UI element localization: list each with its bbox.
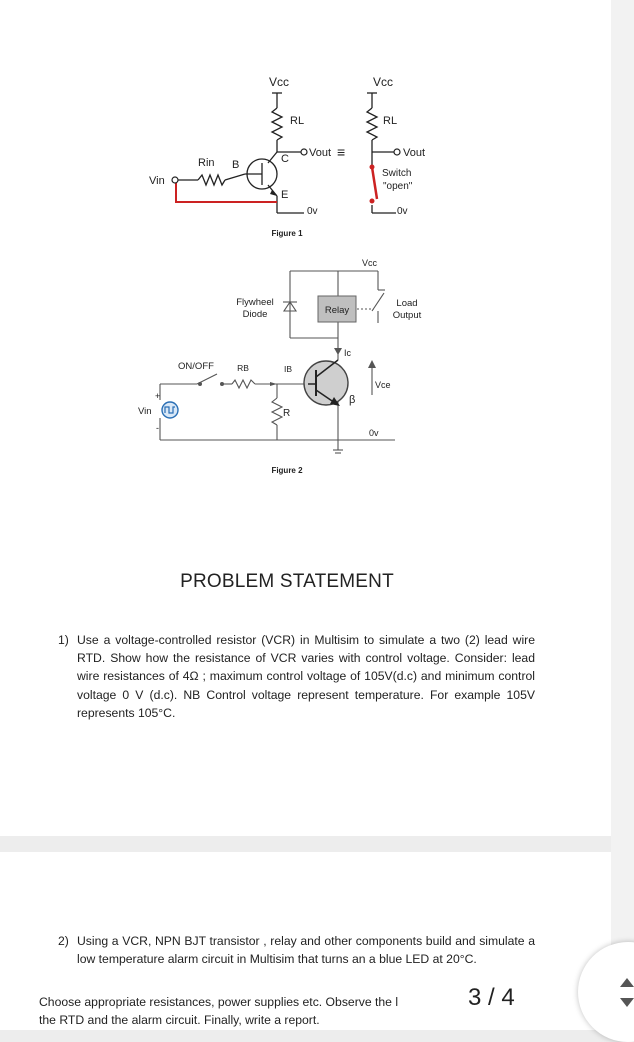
figure-1-caption: Figure 1 — [271, 229, 303, 238]
viewer-margin — [611, 0, 634, 1030]
fig2-minus: - — [156, 423, 159, 433]
fig2-load-line1: Load — [396, 298, 418, 309]
fig2-flywheel-line2: Diode — [242, 309, 268, 320]
problem-item-1 — [58, 631, 535, 722]
fig1-vout-right: Vout — [403, 147, 426, 159]
fig2-r: R — [283, 408, 291, 419]
problem-3-line-2: the RTD and the alarm circuit. Finally, write a report. — [39, 1013, 320, 1028]
fig2-rb: RB — [237, 363, 249, 373]
arrow-up-icon[interactable] — [620, 978, 634, 987]
fig2-beta: β — [349, 394, 356, 406]
fig2-relay: Relay — [324, 305, 350, 316]
fig1-b-label: B — [232, 159, 240, 171]
problem-3-line-1: Choose appropriate resistances, power supplies etc. Observe the l — [39, 995, 399, 1009]
fig1-switch-line2: "open" — [383, 181, 413, 192]
problem-1-number: 1) — [58, 633, 69, 647]
fig1-vin: Vin — [149, 175, 165, 187]
fig1-ov-right: 0v — [397, 206, 408, 217]
problem-2-text: Using a VCR, NPN BJT transistor , relay and other components build and simulate a low temperature alarm circuit in Multisim that turns an a blue LED at 20°C. — [77, 934, 535, 967]
problem-1-text: Use a voltage-controlled resistor (VCR) in Multisim to simulate a two (2) lead wire RTD. Show how the resistance of VCR varies with control voltage. Consider: lead wire resistances of 4Ω ; maximum control voltage of 105V(d.c) and minimum control voltage 0 V (d.c). NB Control voltage represent temperature. For example 105V represents 105°C. — [77, 633, 535, 720]
fig2-plus: + — [155, 391, 161, 401]
figure-2-circuit — [130, 252, 440, 480]
fig2-ov: 0v — [369, 428, 379, 438]
fig1-rl-right: RL — [383, 115, 398, 127]
problem-statement-heading: PROBLEM STATEMENT — [180, 571, 394, 592]
fig1-switch-line1: Switch — [382, 168, 412, 179]
fig1-vcc-right: Vcc — [372, 75, 394, 89]
problem-item-3 — [39, 993, 453, 1029]
fig1-ov-left: 0v — [307, 206, 318, 217]
fig1-vcc-left: Vcc — [268, 75, 290, 89]
fig2-ib: IB — [283, 364, 293, 374]
figure-1-circuit — [140, 70, 440, 245]
fig1-equiv: ≡ — [337, 144, 346, 160]
fig1-c-label: C — [281, 153, 289, 165]
fig1-rin: Rin — [198, 157, 215, 169]
problem-2-number: 2) — [58, 934, 69, 948]
fig2-vcc: Vcc — [362, 258, 378, 268]
fig2-onoff: ON/OFF — [178, 361, 214, 372]
fig2-vce: Vce — [375, 380, 391, 390]
figure-2-caption: Figure 2 — [271, 466, 303, 475]
fig2-load-line2: Output — [392, 310, 422, 321]
fig1-vout-left: Vout — [309, 147, 332, 159]
problem-item-2 — [58, 932, 535, 968]
fig2-flywheel-line1: Flywheel — [236, 297, 274, 308]
page-indicator: 3 / 4 — [468, 984, 515, 1011]
fig1-e-label: E — [281, 189, 289, 201]
fig2-vin: Vin — [138, 406, 152, 417]
arrow-down-icon[interactable] — [620, 998, 634, 1007]
fig2-ic: Ic — [344, 348, 352, 358]
fig1-rl-left: RL — [290, 115, 305, 127]
